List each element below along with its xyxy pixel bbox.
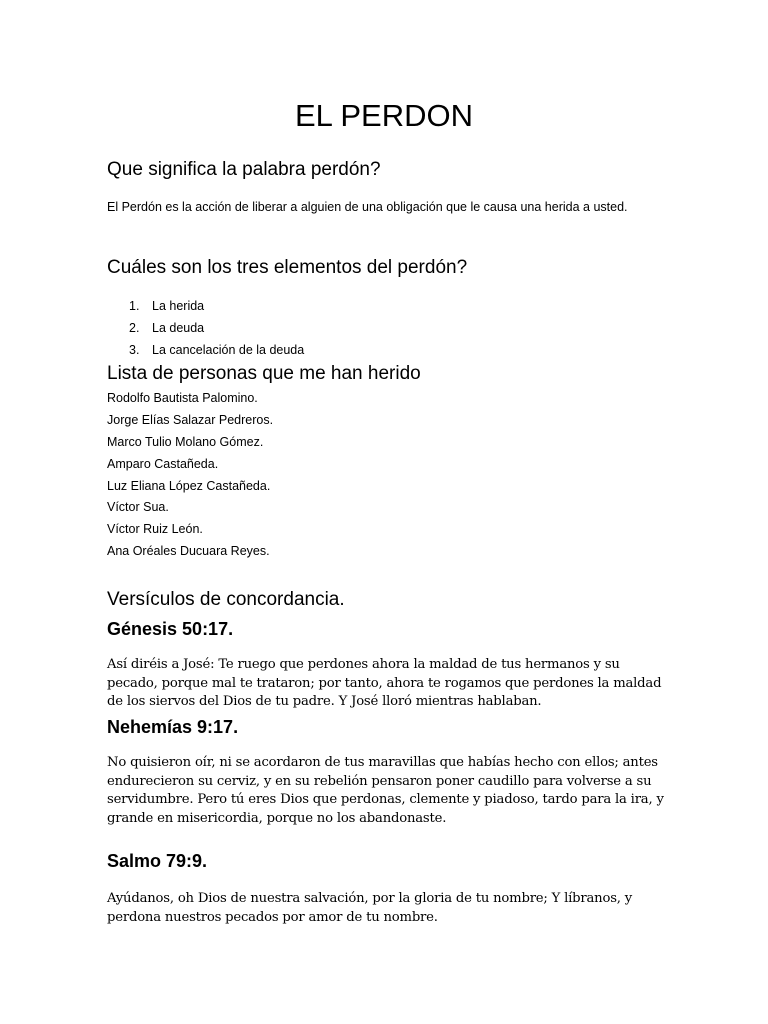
question-1-heading: Que significa la palabra perdón? bbox=[107, 159, 381, 180]
verse-reference: Nehemías 9:17. bbox=[107, 717, 239, 737]
list-item-text: La cancelación de la deuda bbox=[152, 343, 305, 357]
list-item-number: 1. bbox=[129, 299, 140, 313]
verses-heading: Versículos de concordancia. bbox=[107, 589, 345, 610]
people-list-heading: Lista de personas que me han herido bbox=[107, 363, 421, 384]
verse-reference: Salmo 79:9. bbox=[107, 851, 208, 871]
people-list bbox=[107, 388, 273, 563]
person-name: Rodolfo Bautista Palomino. bbox=[107, 391, 258, 405]
list-item bbox=[107, 295, 304, 317]
list-item-number: 2. bbox=[129, 321, 140, 335]
list-item-text: La herida bbox=[152, 299, 205, 313]
list-item bbox=[107, 339, 304, 361]
list-item bbox=[107, 317, 304, 339]
document-title: EL PERDON bbox=[294, 98, 473, 133]
person-name: Ana Oréales Ducuara Reyes. bbox=[107, 544, 270, 559]
verse-text: Así diréis a José: Te ruego que perdones ahora la maldad de tus hermanos y su pecado, porque mal te trataron; por tanto, ahora te rogamos que perdones la maldad de los siervos del Dios de tu padre. Y José lloró mientras hablaban. bbox=[107, 657, 662, 709]
list-item-number: 3. bbox=[129, 343, 140, 357]
elements-list bbox=[107, 295, 304, 361]
list-item-text: La deuda bbox=[152, 321, 205, 335]
verse-reference: Génesis 50:17. bbox=[107, 619, 234, 639]
person-name: Jorge Elías Salazar Pedreros. bbox=[107, 412, 274, 427]
verse-text: No quisieron oír, ni se acordaron de tus maravillas que habías hecho con ellos; antes endurecieron su cerviz, y en su rebelión pensaron poner caudillo para volverse a su servidumbre. Pero tú eres Dios que perdonas, clemente y piadoso, tardo para la ira, y grande en misericordia, porque no los abandonaste. bbox=[107, 755, 664, 826]
person-name: Amparo Castañeda. bbox=[107, 456, 219, 471]
person-name: Víctor Ruiz León. bbox=[107, 522, 203, 537]
person-name: Víctor Sua. bbox=[107, 500, 169, 515]
person-name: Luz Eliana López Castañeda. bbox=[107, 478, 271, 493]
question-1-answer: El Perdón es la acción de liberar a alguien de una obligación que le causa una herida a usted. bbox=[107, 200, 628, 214]
verse-text: Ayúdanos, oh Dios de nuestra salvación, por la gloria de tu nombre; Y líbranos, y perdona nuestros pecados por amor de tu nombre. bbox=[107, 891, 633, 925]
person-name: Marco Tulio Molano Gómez. bbox=[107, 434, 264, 449]
question-2-heading: Cuáles son los tres elementos del perdón? bbox=[107, 257, 468, 278]
